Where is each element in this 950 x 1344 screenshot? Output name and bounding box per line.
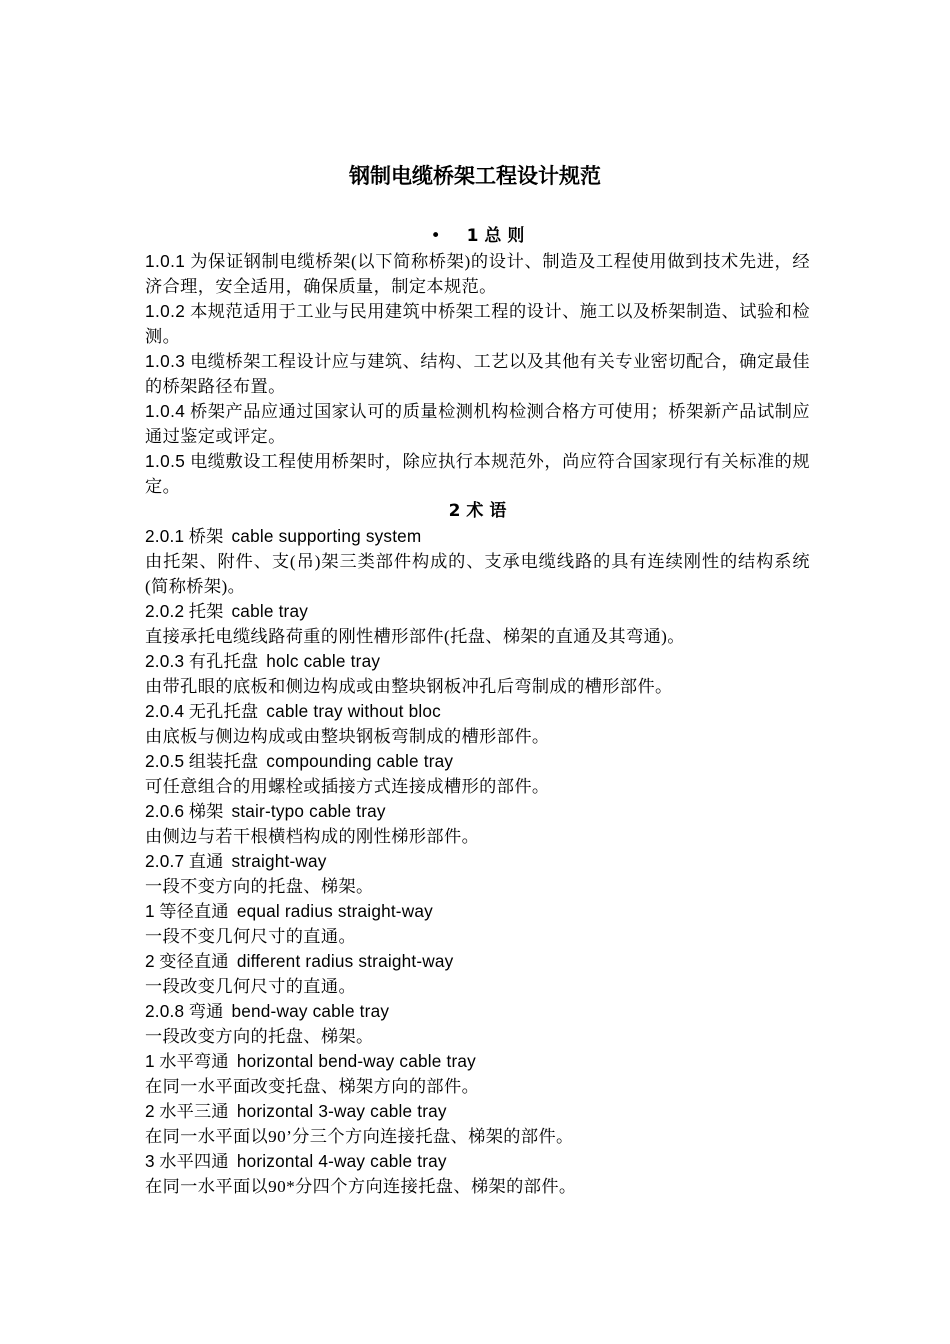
document-title: 钢制电缆桥架工程设计规范 <box>349 164 601 188</box>
term-heading-2-0-7-2: 2 变径直通 different radius straight-way <box>145 951 454 971</box>
term-heading-2-0-5: 2.0.5 组装托盘 compounding cable tray <box>145 751 454 771</box>
term-heading-2-0-1: 2.0.1 桥架 cable supporting system <box>145 526 422 546</box>
section-1-heading-text: 1 总 则 <box>466 226 525 246</box>
term-heading-2-0-3: 2.0.3 有孔托盘 holc cable tray <box>145 651 381 671</box>
term-definition-2-0-2: 直接承托电缆线路荷重的刚性槽形部件(托盘、梯架的直通及其弯通)。 <box>145 627 685 646</box>
section-2-heading: 2 术 语 <box>448 501 507 521</box>
term-heading-2-0-2: 2.0.2 托架 cable tray <box>145 601 309 621</box>
term-definition-2-0-4: 由底板与侧边构成或由整块钢板弯制成的槽形部件。 <box>145 727 550 746</box>
term-definition-2-0-7-1: 一段不变几何尺寸的直通。 <box>145 927 357 946</box>
clause-1-0-1: 1.0.1 为保证钢制电缆桥架(以下简称桥架)的设计、制造及工程使用做到技术先进，经济合理，安全适用，确保质量，制定本规范。 <box>145 251 810 296</box>
term-heading-2-0-8-3: 3 水平四通 horizontal 4-way cable tray <box>145 1151 447 1171</box>
clause-1-0-3: 1.0.3 电缆桥架工程设计应与建筑、结构、工艺以及其他有关专业密切配合，确定最佳的桥架路径布置。 <box>145 351 810 396</box>
term-definition-2-0-3: 由带孔眼的底板和侧边构成或由整块钢板冲孔后弯制成的槽形部件。 <box>145 677 673 696</box>
term-definition-2-0-8-1: 在同一水平面改变托盘、梯架方向的部件。 <box>145 1077 480 1096</box>
term-definition-2-0-7: 一段不变方向的托盘、梯架。 <box>145 877 374 896</box>
term-definition-2-0-8: 一段改变方向的托盘、梯架。 <box>145 1027 374 1046</box>
section-1-heading <box>145 224 810 249</box>
term-definition-2-0-8-3: 在同一水平面以90*分四个方向连接托盘、梯架的部件。 <box>145 1177 577 1196</box>
bullet-icon: • <box>430 226 441 246</box>
clause-1-0-4: 1.0.4 桥架产品应通过国家认可的质量检测机构检测合格方可使用；桥架新产品试制应通过鉴定或评定。 <box>145 401 810 446</box>
clause-1-0-5: 1.0.5 电缆敷设工程使用桥架时，除应执行本规范外，尚应符合国家现行有关标准的规定。 <box>145 451 810 496</box>
term-definition-2-0-8-2: 在同一水平面以90’分三个方向连接托盘、梯架的部件。 <box>145 1127 574 1146</box>
term-heading-2-0-8-1: 1 水平弯通 horizontal bend-way cable tray <box>145 1051 476 1071</box>
document-body <box>145 224 810 1199</box>
term-definition-2-0-5: 可任意组合的用螺栓或插接方式连接成槽形的部件。 <box>145 777 550 796</box>
term-definition-2-0-1: 由托架、附件、支(吊)架三类部件构成的、支承电缆线路的具有连续刚性的结构系统(简称桥架)。 <box>145 552 810 596</box>
clause-1-0-2: 1.0.2 本规范适用于工业与民用建筑中桥架工程的设计、施工以及桥架制造、试验和检测。 <box>145 301 810 346</box>
term-heading-2-0-8: 2.0.8 弯通 bend-way cable tray <box>145 1001 390 1021</box>
term-heading-2-0-4: 2.0.4 无孔托盘 cable tray without bloc <box>145 701 441 721</box>
term-heading-2-0-7: 2.0.7 直通 straight-way <box>145 851 327 871</box>
term-heading-2-0-7-1: 1 等径直通 equal radius straight-way <box>145 901 433 921</box>
term-definition-2-0-6: 由侧边与若干根横档构成的刚性梯形部件。 <box>145 827 480 846</box>
term-definition-2-0-7-2: 一段改变几何尺寸的直通。 <box>145 977 357 996</box>
term-heading-2-0-8-2: 2 水平三通 horizontal 3-way cable tray <box>145 1101 447 1121</box>
term-heading-2-0-6: 2.0.6 梯架 stair-typo cable tray <box>145 801 386 821</box>
